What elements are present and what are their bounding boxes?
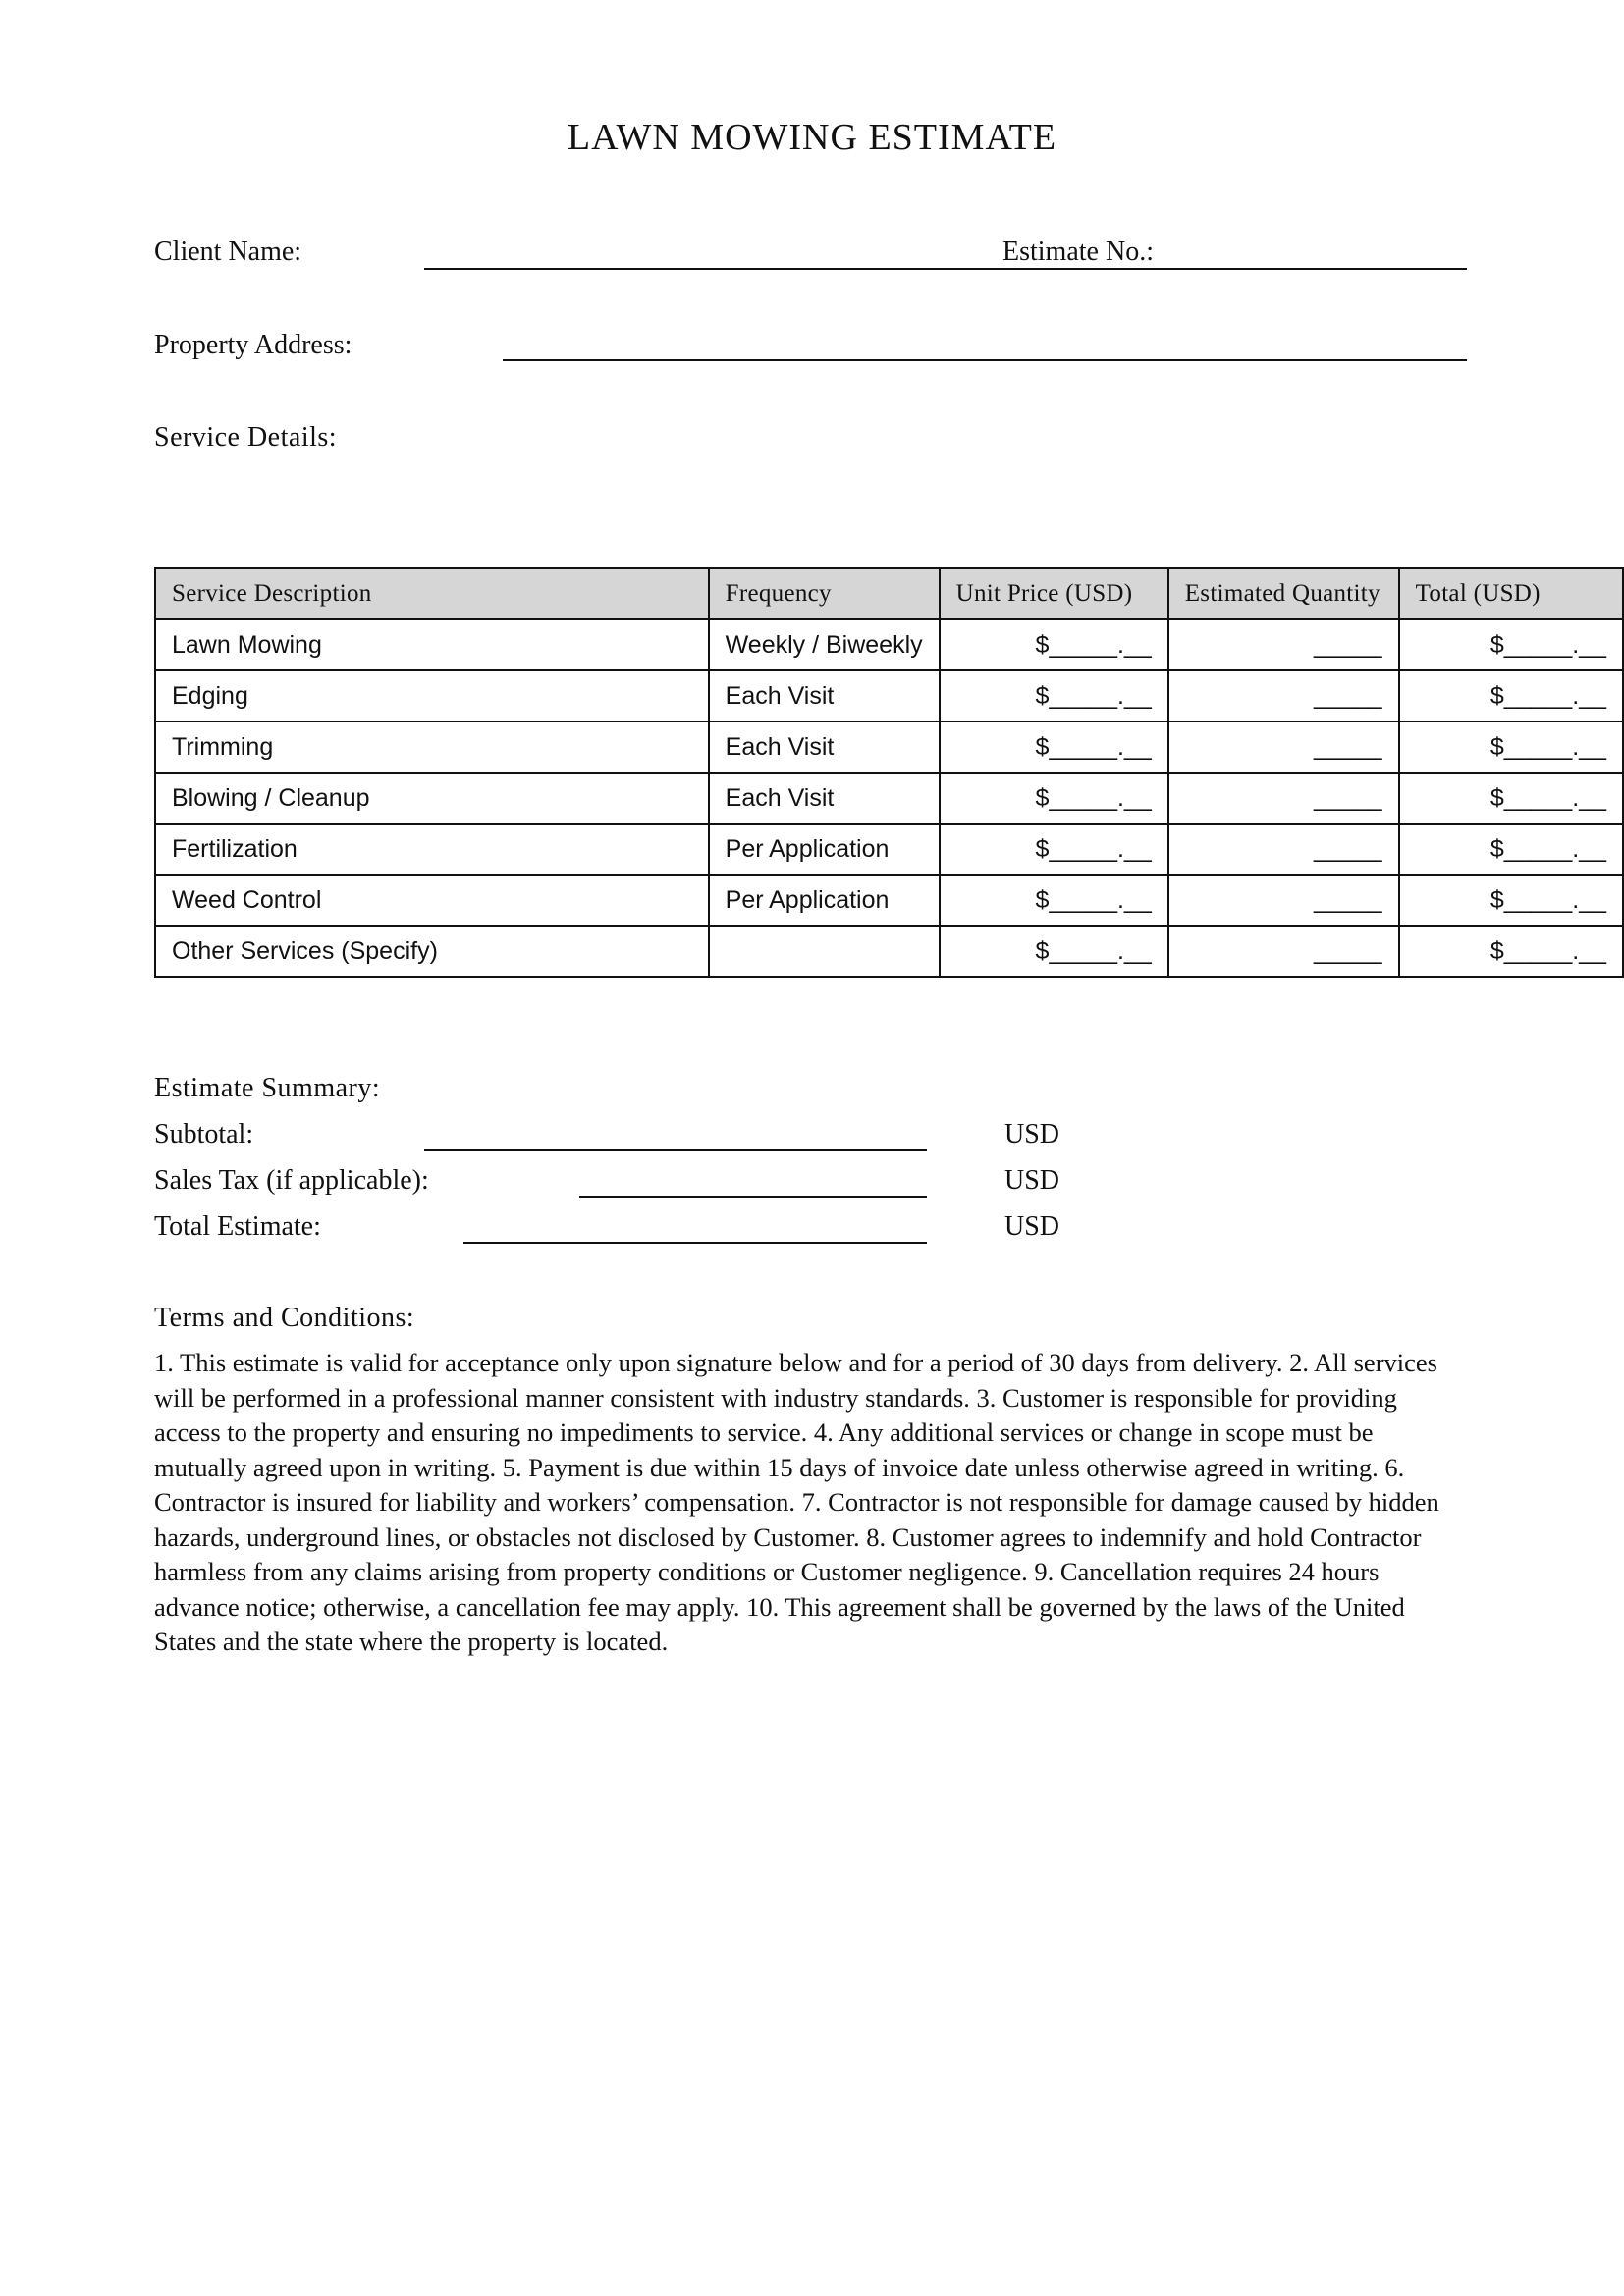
unit-price-cell[interactable]: $_____.__ [940, 721, 1168, 773]
sales-tax-label: Sales Tax (if applicable): [154, 1165, 429, 1196]
service-details-label: Service Details: [154, 422, 338, 453]
quantity-cell[interactable]: _____ [1168, 721, 1399, 773]
frequency-cell[interactable] [709, 926, 940, 977]
document-title: LAWN MOWING ESTIMATE [567, 117, 1057, 158]
property-address-field[interactable] [503, 359, 1467, 361]
total-cell[interactable]: $_____.__ [1399, 824, 1623, 875]
service-table [154, 567, 1624, 978]
estimate-no-label: Estimate No.: [1002, 237, 1158, 268]
header-unit-price: Unit Price (USD) [940, 568, 1168, 619]
quantity-cell[interactable]: _____ [1168, 670, 1399, 721]
property-address-label: Property Address: [154, 330, 352, 360]
terms-text: 1. This estimate is valid for acceptance only upon signature below and for a period of 30 days from delivery. 2. All services will be performed in a professional manner consistent with industry standards. 3. Customer is responsible for providing access to the property and ensuring no impediments to service. 4. Any additional services or change in scope must be mutually agreed upon in writing. 5. Payment is due within 15 days of invoice date unless otherwise agreed in writing. 6. Contractor is insured for liability and workers’ compensation. 7. Contractor is not responsible for damage caused by hidden hazards, underground lines, or obstacles not disclosed by Customer. 8. Customer agrees to indemnify and hold Contractor harmless from any claims arising from property conditions or Customer negligence. 9. Cancellation requires 24 hours advance notice; otherwise, a cancellation fee may apply. 10. This agreement shall be governed by the laws of the United States and the state where the property is located. [154, 1348, 1439, 1656]
table-row [155, 721, 1623, 773]
header-frequency: Frequency [709, 568, 940, 619]
frequency-cell: Each Visit [709, 773, 940, 824]
quantity-cell[interactable]: _____ [1168, 926, 1399, 977]
unit-price-cell[interactable]: $_____.__ [940, 875, 1168, 926]
unit-price-cell[interactable]: $_____.__ [940, 773, 1168, 824]
quantity-cell[interactable]: _____ [1168, 875, 1399, 926]
total-cell[interactable]: $_____.__ [1399, 619, 1623, 670]
table-row [155, 824, 1623, 875]
total-cell[interactable]: $_____.__ [1399, 773, 1623, 824]
client-name-field[interactable] [424, 268, 1467, 270]
client-name-label: Client Name: [154, 237, 302, 267]
subtotal-label: Subtotal: [154, 1119, 254, 1149]
table-row [155, 670, 1623, 721]
unit-price-cell[interactable]: $_____.__ [940, 926, 1168, 977]
header-estimated-quantity: Estimated Quantity [1168, 568, 1399, 619]
frequency-cell: Weekly / Biweekly [709, 619, 940, 670]
table-row [155, 926, 1623, 977]
total-estimate-field[interactable] [463, 1242, 927, 1244]
table-row [155, 773, 1623, 824]
unit-price-cell[interactable]: $_____.__ [940, 824, 1168, 875]
table-row [155, 875, 1623, 926]
header-service-description: Service Description [155, 568, 709, 619]
table-header-row [155, 568, 1623, 619]
subtotal-field[interactable] [424, 1149, 927, 1151]
total-cell[interactable]: $_____.__ [1399, 926, 1623, 977]
frequency-cell: Per Application [709, 824, 940, 875]
service-description-cell: Fertilization [155, 824, 709, 875]
estimate-summary-heading: Estimate Summary: [154, 1073, 381, 1103]
total-estimate-label: Total Estimate: [154, 1211, 321, 1242]
total-estimate-currency: USD [1004, 1211, 1060, 1242]
service-description-cell: Lawn Mowing [155, 619, 709, 670]
terms-heading: Terms and Conditions: [154, 1303, 415, 1333]
quantity-cell[interactable]: _____ [1168, 773, 1399, 824]
sales-tax-currency: USD [1004, 1165, 1060, 1196]
total-cell[interactable]: $_____.__ [1399, 721, 1623, 773]
quantity-cell[interactable]: _____ [1168, 619, 1399, 670]
service-description-cell: Trimming [155, 721, 709, 773]
service-description-cell: Weed Control [155, 875, 709, 926]
service-description-cell: Other Services (Specify) [155, 926, 709, 977]
quantity-cell[interactable]: _____ [1168, 824, 1399, 875]
frequency-cell: Each Visit [709, 721, 940, 773]
unit-price-cell[interactable]: $_____.__ [940, 670, 1168, 721]
total-cell[interactable]: $_____.__ [1399, 670, 1623, 721]
frequency-cell: Each Visit [709, 670, 940, 721]
service-description-cell: Edging [155, 670, 709, 721]
header-total: Total (USD) [1399, 568, 1623, 619]
sales-tax-field[interactable] [579, 1196, 927, 1198]
subtotal-currency: USD [1004, 1119, 1060, 1149]
frequency-cell: Per Application [709, 875, 940, 926]
unit-price-cell[interactable]: $_____.__ [940, 619, 1168, 670]
service-description-cell: Blowing / Cleanup [155, 773, 709, 824]
total-cell[interactable]: $_____.__ [1399, 875, 1623, 926]
table-row [155, 619, 1623, 670]
